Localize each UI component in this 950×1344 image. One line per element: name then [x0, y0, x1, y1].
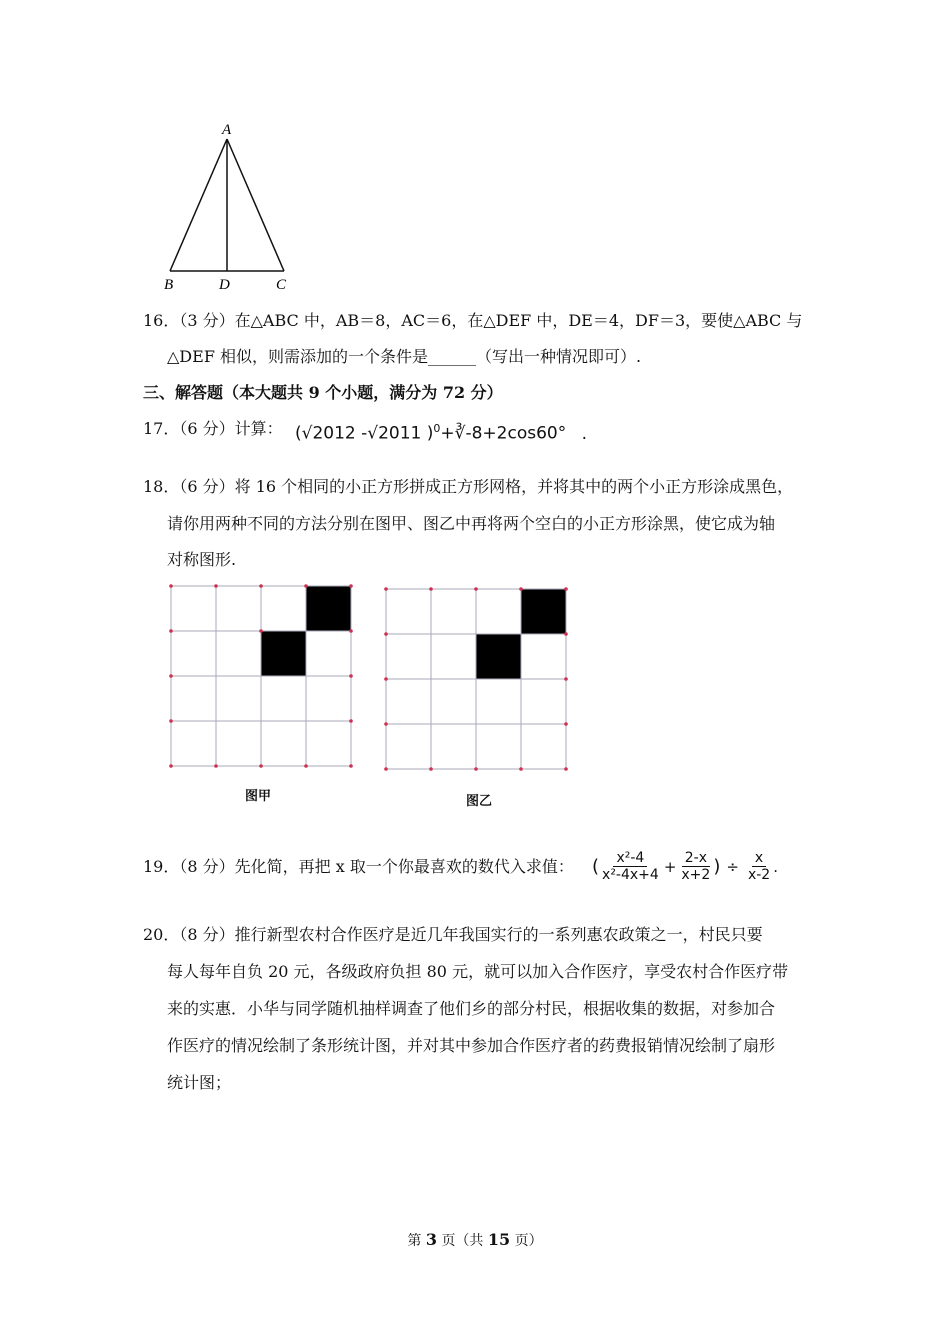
grid-yi	[381, 585, 573, 781]
q16-line1: 16．（3 分）在△ABC 中，AB＝8，AC＝6，在△DEF 中，DE＝4，DF＝3，要使△ABC 与	[143, 311, 803, 330]
triangle-figure	[160, 118, 300, 296]
triangle-diagram	[160, 118, 300, 296]
footer-prefix: 第	[407, 1233, 422, 1249]
q20-line4: 作医疗的情况绘制了条形统计图，并对其中参加合作医疗者的药费报销情况绘制了扇形	[167, 1036, 776, 1055]
vertex-label-d: D	[219, 277, 230, 293]
footer-middle: 页（共	[441, 1233, 484, 1249]
q19-period: .	[773, 857, 778, 876]
q19-frac2-numerator: 2-x	[682, 850, 710, 867]
q17-expr-part2: +∛-8+2cos60°	[440, 423, 567, 444]
q19-prefix: 19．（8 分）先化简，再把 x 取一个你最喜欢的数代入求值：	[143, 857, 574, 876]
q19-fraction-2	[678, 850, 713, 883]
footer-page-number: 3	[425, 1230, 437, 1249]
vertex-label-a: A	[222, 122, 232, 138]
q18-line2: 请你用两种不同的方法分别在图甲、图乙中再将两个空白的小正方形涂黑，使它成为轴	[167, 514, 776, 533]
section-heading: 三、解答题（本大题共 9 个小题，满分为 72 分）	[143, 383, 503, 402]
q17-expr-part1: (√2012 -√2011 )	[295, 423, 434, 444]
q19-frac1-denominator: x²-4x+4	[602, 867, 659, 883]
q19-plus: +	[663, 857, 677, 876]
q19-divide: ÷	[726, 857, 739, 876]
grid-yi-caption: 图乙	[466, 794, 493, 809]
footer-suffix: 页）	[514, 1233, 543, 1249]
q19-frac2-denominator: x+2	[681, 867, 711, 883]
q16-line2: △DEF 相似，则需添加的一个条件是______（写出一种情况即可）.	[167, 347, 642, 366]
q20-line1: 20．（8 分）推行新型农村合作医疗是近几年我国实行的一系列惠农政策之一，村民只要	[143, 925, 763, 944]
q18-line1: 18．（6 分）将 16 个相同的小正方形拼成正方形网格，并将其中的两个小正方形涂成黑色，	[143, 477, 794, 496]
grid-jia-diagram	[166, 582, 358, 774]
grid-jia	[166, 582, 358, 778]
q17-expression	[295, 422, 587, 444]
q19-frac3-denominator: x-2	[747, 867, 771, 883]
q19-fraction-3	[745, 850, 773, 883]
q17-exponent: 0	[433, 422, 441, 435]
q20-line3: 来的实惠．小华与同学随机抽样调查了他们乡的部分村民，根据收集的数据，对参加合	[167, 999, 776, 1018]
q19-close-paren: )	[713, 856, 721, 877]
q20-line2: 每人每年自负 20 元，各级政府负担 80 元，就可以加入合作医疗，享受农村合作医疗带	[167, 962, 789, 981]
q20-line5: 统计图；	[167, 1073, 232, 1092]
page-footer	[0, 1230, 950, 1250]
q19-frac3-numerator: x	[752, 850, 766, 867]
vertex-label-b: B	[164, 277, 174, 293]
q18-line3: 对称图形.	[167, 550, 237, 569]
q17-prefix: 17．（6 分）计算：	[143, 419, 283, 438]
q17-period: .	[581, 423, 588, 444]
q19-expression	[592, 850, 778, 883]
grid-jia-caption: 图甲	[245, 789, 272, 804]
footer-total-pages: 15	[487, 1230, 511, 1249]
grid-yi-diagram	[381, 585, 573, 777]
vertex-label-c: C	[276, 277, 287, 293]
q19-frac1-numerator: x²-4	[613, 850, 647, 867]
q19-fraction-1	[599, 850, 662, 883]
q19-open-paren: (	[592, 856, 600, 877]
